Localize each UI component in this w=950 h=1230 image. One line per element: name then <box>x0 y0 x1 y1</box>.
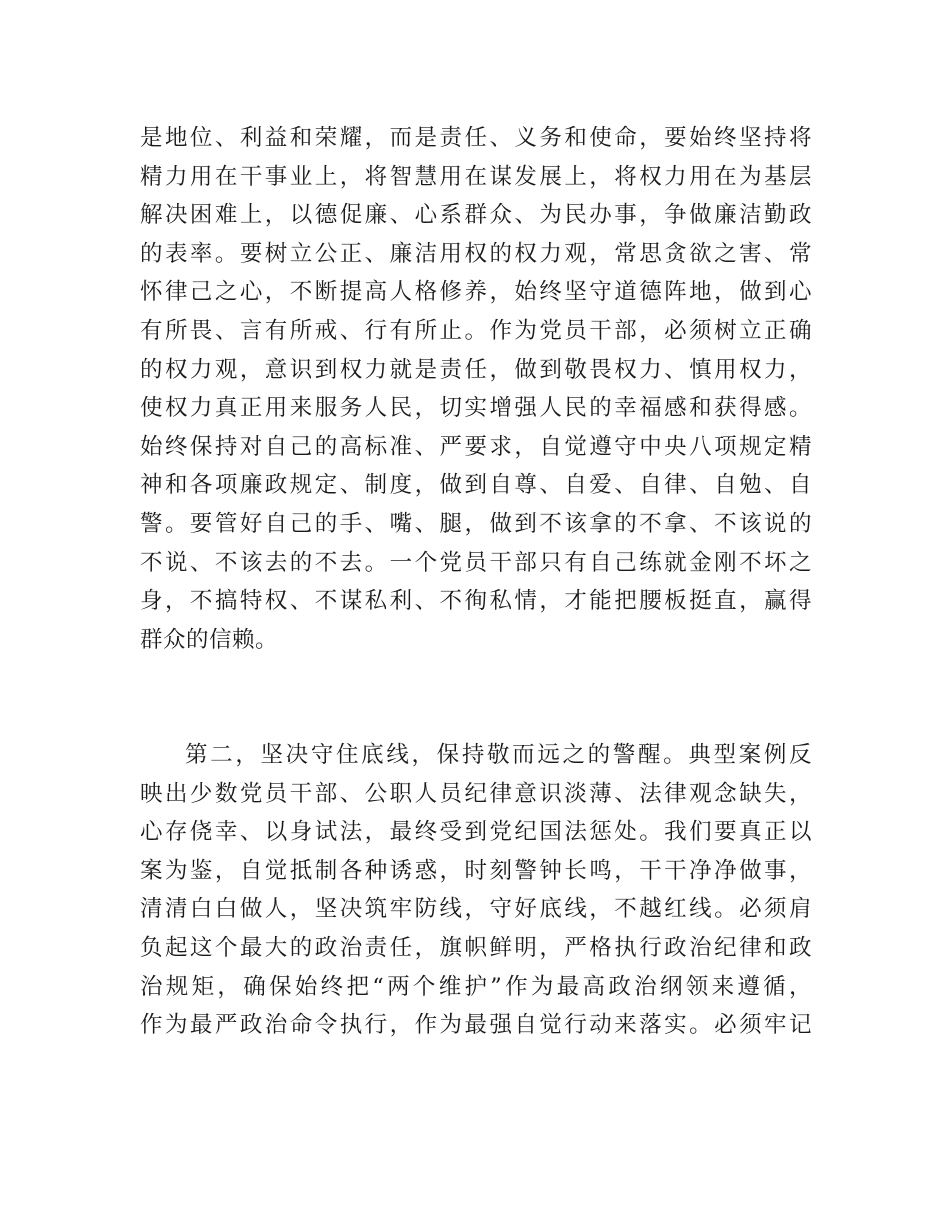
text-line: 精力用在干事业上，将智慧用在谋发展上，将权力用在为基层 <box>140 163 812 190</box>
text-line: 是地位、利益和荣耀，而是责任、义务和使命，要始终坚持将 <box>140 125 812 151</box>
paragraph-second-point <box>140 736 812 1045</box>
text-line: 解决困难上，以德促廉、心系群众、为民办事，争做廉洁勤政 <box>140 202 812 229</box>
text-line: 的权力观，意识到权力就是责任，做到敬畏权力、慎用权力， <box>140 356 812 383</box>
text-line: 映出少数党员干部、公职人员纪律意识淡薄、法律观念缺失， <box>140 780 812 807</box>
text-line: 神和各项廉政规定、制度，做到自尊、自爱、自律、自勉、自 <box>140 472 812 499</box>
text-line: 怀律己之心，不断提高人格修养，始终坚守道德阵地，做到心 <box>140 279 812 306</box>
text-line: 身，不搞特权、不谋私利、不徇私情，才能把腰板挺直，赢得 <box>140 588 812 615</box>
text-line: 不说、不该去的不去。一个党员干部只有自己练就金刚不坏之 <box>140 549 812 576</box>
text-line: 有所畏、言有所戒、行有所止。作为党员干部，必须树立正确 <box>140 317 812 344</box>
text-line: 案为鉴，自觉抵制各种诱惑，时刻警钟长鸣，干干净净做事， <box>140 857 812 884</box>
text-line: 使权力真正用来服务人民，切实增强人民的幸福感和获得感。 <box>140 395 812 422</box>
text-line: 群众的信赖。 <box>140 626 279 653</box>
paragraph-continuation <box>140 119 812 659</box>
text-line: 的表率。要树立公正、廉洁用权的权力观，常思贪欲之害、常 <box>140 240 812 267</box>
text-line: 警。要管好自己的手、嘴、腿，做到不该拿的不拿、不该说的 <box>140 510 812 537</box>
text-line: 作为最严政治命令执行，作为最强自觉行动来落实。必须牢记 <box>140 1012 812 1039</box>
text-line: 始终保持对自己的高标准、严要求，自觉遵守中央八项规定精 <box>140 433 812 460</box>
text-line: 清清白白做人，坚决筑牢防线，守好底线，不越红线。必须肩 <box>140 896 812 923</box>
text-line: 负起这个最大的政治责任，旗帜鲜明，严格执行政治纪律和政 <box>140 934 812 961</box>
text-line: 治规矩，确保始终把“两个维护”作为最高政治纲领来遵循， <box>140 973 812 1000</box>
text-line: 第二，坚决守住底线，保持敬而远之的警醒。典型案例反 <box>185 742 812 768</box>
text-line: 心存侥幸、以身试法，最终受到党纪国法惩处。我们要真正以 <box>140 819 812 846</box>
